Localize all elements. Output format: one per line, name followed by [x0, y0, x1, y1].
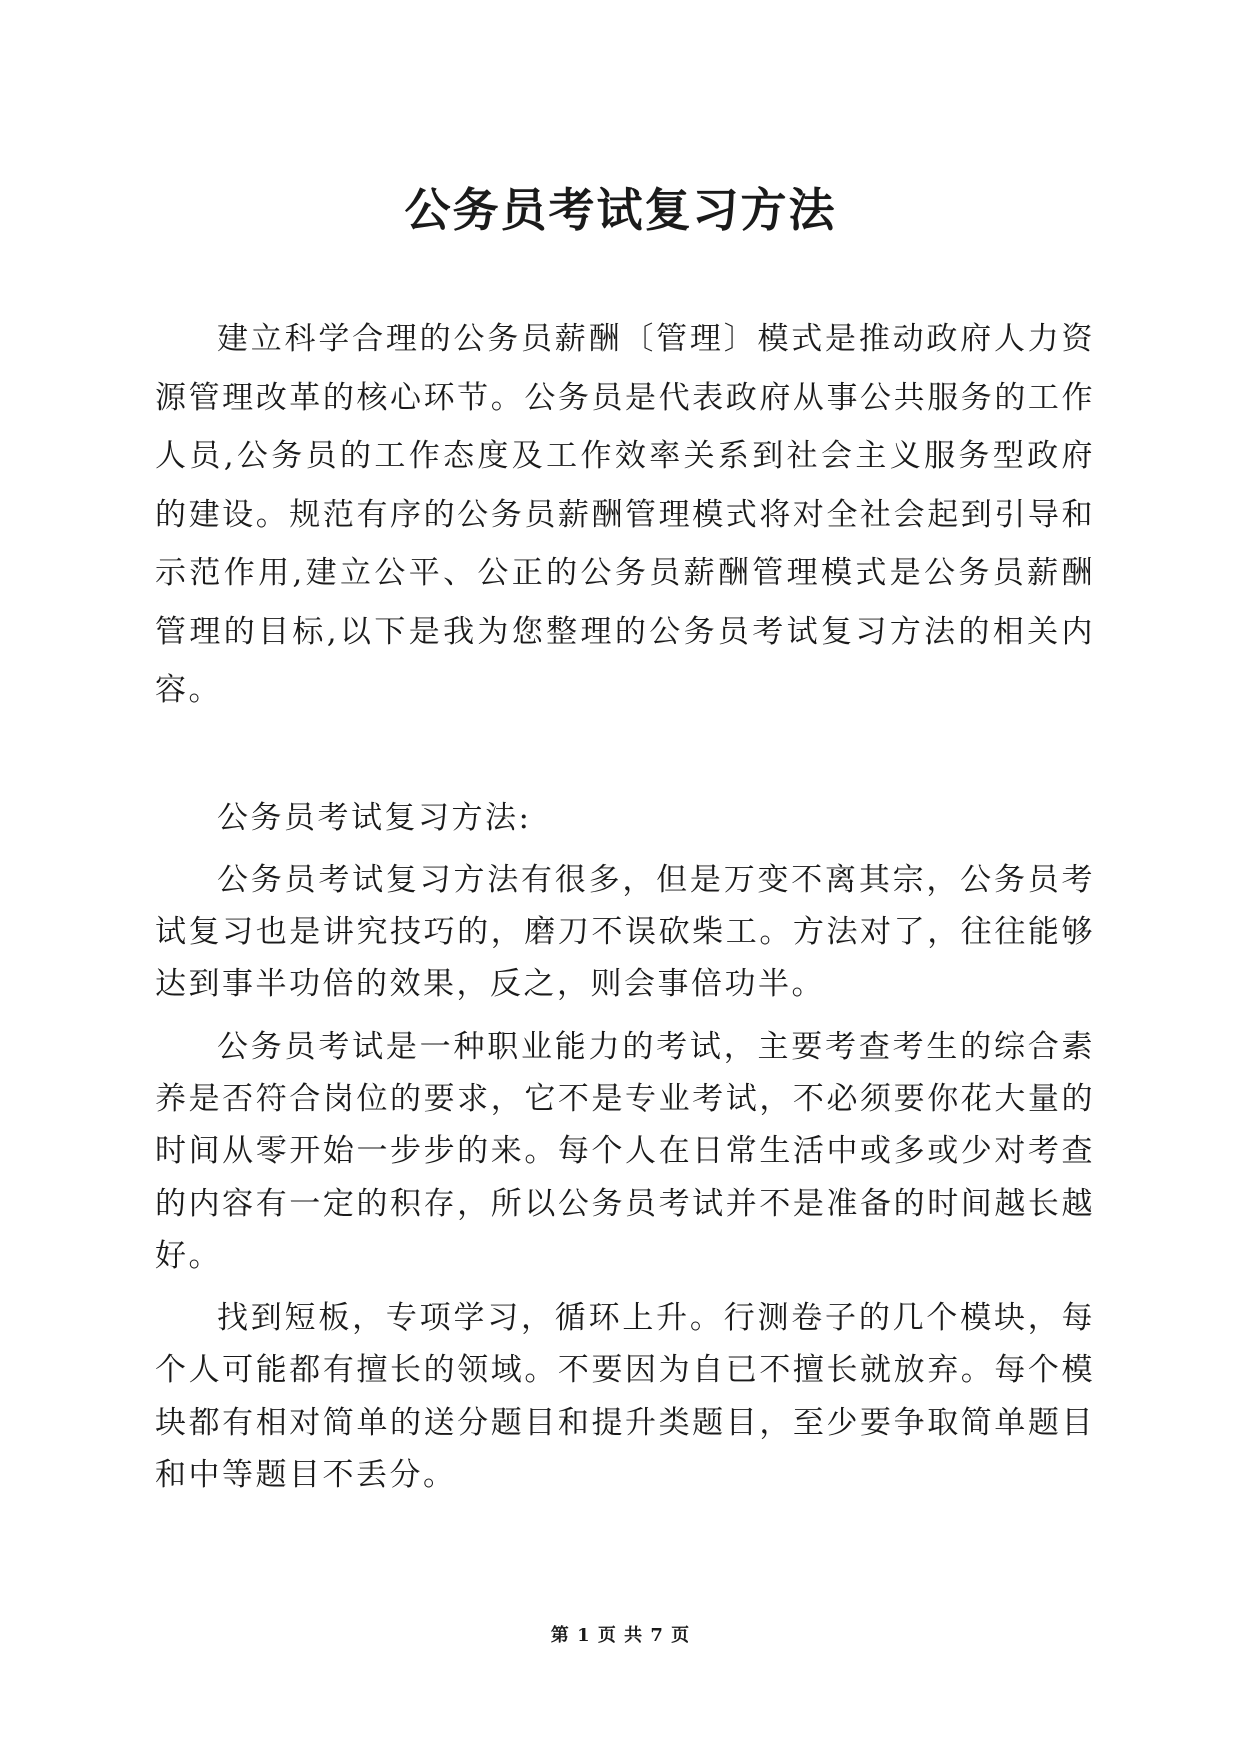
- document-body: [155, 310, 1095, 1501]
- document-title: 公务员考试复习方法: [404, 183, 837, 237]
- paragraph-exam-nature: 公务员考试是一种职业能力的考试，主要考查考生的综合素养是否符合岗位的要求，它不是专业考试，不必须要你花大量的时间从零开始一步步的来。每个人在日常生活中或多或少对考查的内容有一定的积存，所以公务员考试并不是准备的时间越长越好。: [155, 1028, 1095, 1274]
- paragraph-heading: 公务员考试复习方法:: [217, 799, 532, 836]
- paragraph-weak-points: 找到短板，专项学习，循环上升。行测卷子的几个模块，每个人可能都有擅长的领域。不要因为自已不擅长就放弃。每个模块都有相对简单的送分题目和提升类题目，至少要争取简单题目和中等题目不丢分。: [155, 1300, 1095, 1494]
- page-number-footer: 第 1 页 共 7 页: [550, 1625, 691, 1646]
- paragraph-intro: 建立科学合理的公务员薪酬〔管理〕模式是推动政府人力资源管理改革的核心环节。公务员是代表政府从事公共服务的工作人员,公务员的工作态度及工作效率关系到社会主义服务型政府的建设。规范有序的公务员薪酬管理模式将对全社会起到引导和示范作用,建立公平、公正的公务员薪酬管理模式是公务员薪酬管理的目标,以下是我为您整理的公务员考试复习方法的相关内容。: [155, 321, 1095, 708]
- paragraph-methods: 公务员考试复习方法有很多，但是万变不离其宗，公务员考试复习也是讲究技巧的，磨刀不误砍柴工。方法对了，往往能够达到事半功倍的效果，反之，则会事倍功半。: [155, 861, 1095, 1003]
- paragraph-spacer: [155, 720, 1095, 792]
